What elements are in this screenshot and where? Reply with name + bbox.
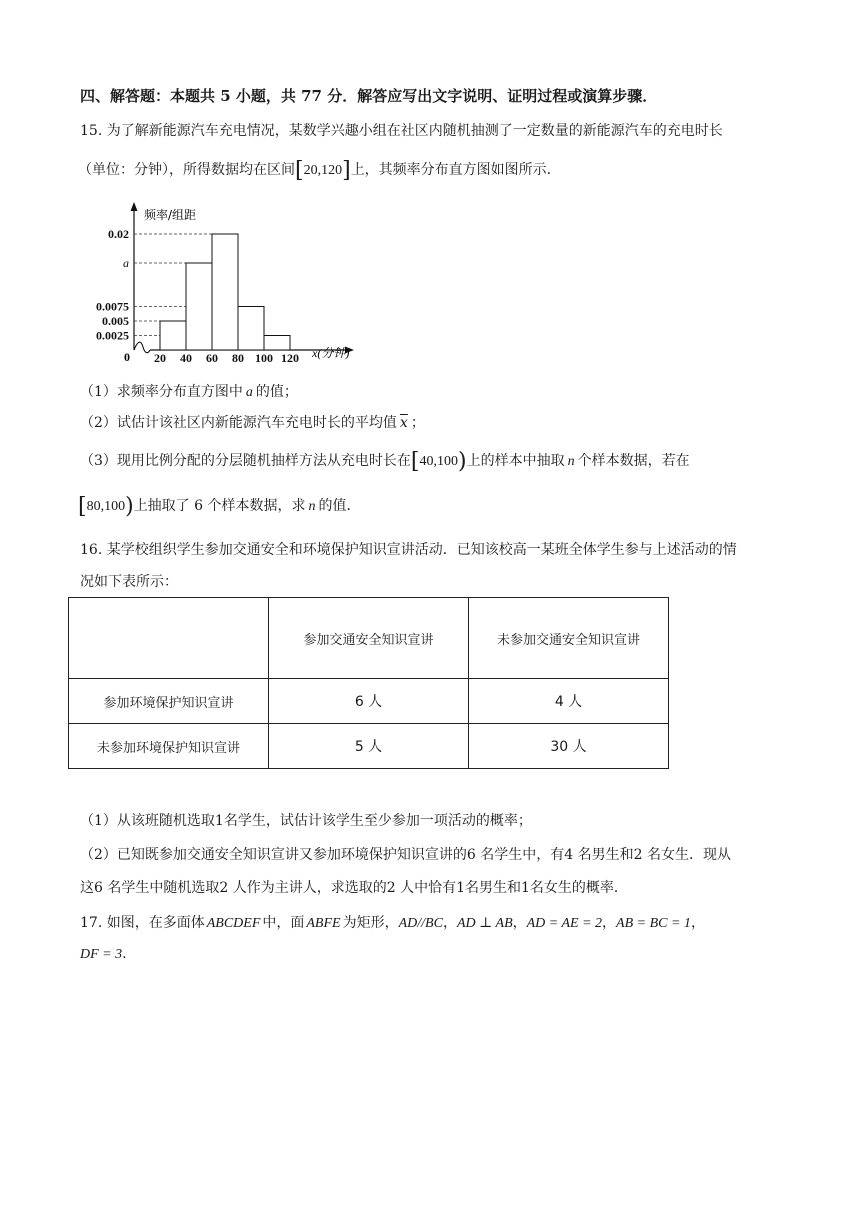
y-tick-label: a xyxy=(123,256,129,270)
table-row xyxy=(69,679,669,724)
q15-sub3-line2 xyxy=(78,496,361,517)
q15-stem-line2 xyxy=(78,160,561,181)
table-col-header: 参加交通安全知识宣讲 xyxy=(269,598,469,679)
q17-condition-perpendicular: AD ⊥ AB xyxy=(456,916,513,931)
table-header-row xyxy=(69,598,669,679)
right-paren-glyph: ) xyxy=(458,449,467,474)
histogram-bar xyxy=(264,336,290,351)
x-axis-title: x(分钟) xyxy=(312,346,350,360)
table-cell: 5 人 xyxy=(269,724,469,769)
q17-sep: ， xyxy=(690,915,705,931)
histogram-bar xyxy=(160,321,186,350)
x-tick-label: 120 xyxy=(281,351,299,365)
q15-sub3-line2-var: n xyxy=(308,499,316,514)
q15-sub3-interval: 40,100 xyxy=(419,454,458,469)
x-tick-label: 80 xyxy=(232,351,244,365)
right-paren-glyph: ) xyxy=(125,494,134,519)
q17-condition-lengths-1: AD = AE = 2 xyxy=(526,916,603,931)
table-cell: 6 人 xyxy=(269,679,469,724)
y-axis-arrow-icon xyxy=(131,202,138,211)
q15-sub3-var: n xyxy=(567,454,575,469)
q15-sub2 xyxy=(80,413,425,433)
q15-sub3-line2-text-a: 上抽取了 6 个样本数据，求 xyxy=(133,498,306,514)
q17-stem-line2 xyxy=(80,944,127,965)
q15-sub3-line2-interval: 80,100 xyxy=(86,499,126,514)
q17-condition-parallel: AD//BC xyxy=(398,916,443,931)
q15-sub3-line2-text-b: 的值． xyxy=(318,498,361,514)
table-row-header: 未参加环境保护知识宣讲 xyxy=(69,724,269,769)
q15-sub2-var: $\overline{x}$ xyxy=(399,415,408,431)
q16-sub2-line2: 这6 名学生中随机选取2 人作为主讲人，求选取的2 人中恰有1名男生和1名女生的概率． xyxy=(80,880,628,896)
q15-sub2-text-a: （2）试估计该社区内新能源汽车充电时长的平均值 xyxy=(80,415,397,431)
x-tick-label: 100 xyxy=(255,351,273,365)
q17-sep: ， xyxy=(602,915,617,931)
y-tick-label: 0.02 xyxy=(108,227,129,241)
activity-participation-table xyxy=(68,597,669,769)
q17-condition-lengths-2: AB = BC = 1 xyxy=(616,916,691,931)
table-col-header: 未参加交通安全知识宣讲 xyxy=(469,598,669,679)
q16-sub2-line1: （2）已知既参加交通安全知识宣讲又参加环境保护知识宣讲的6 名学生中，有4 名男生和2 名女生．现从 xyxy=(80,847,731,863)
table-row-header: 参加环境保护知识宣讲 xyxy=(69,679,269,724)
histogram-bar xyxy=(212,234,238,350)
y-tick-label: 0.005 xyxy=(102,314,129,328)
q17-text-a: 17. 如图，在多面体 xyxy=(80,915,205,931)
x-tick-label: 40 xyxy=(180,351,192,365)
y-tick-label: 0.0075 xyxy=(96,299,129,314)
q17-sep: ， xyxy=(512,915,527,931)
q17-condition-df: DF = 3 xyxy=(80,947,123,962)
q17-solid-name: ABCDEF xyxy=(206,916,261,931)
x-tick-label: 60 xyxy=(206,351,218,365)
origin-label: 0 xyxy=(124,350,130,364)
section-heading: 四、解答题：本题共 5 小题，共 77 分．解答应写出文字说明、证明过程或演算步骤． xyxy=(80,87,658,105)
q15-interval: 20,120 xyxy=(303,163,343,178)
histogram-bar xyxy=(238,307,264,351)
q15-sub1-var: a xyxy=(245,385,253,400)
frequency-histogram xyxy=(88,200,378,365)
q15-sub3-text-b: 上的样本中抽取 xyxy=(466,453,565,469)
table-corner-cell xyxy=(69,598,269,679)
q15-sub3-line1 xyxy=(80,451,690,472)
q15-stem-line1: 15. 为了解新能源汽车充电情况，某数学兴趣小组在社区内随机抽测了一定数量的新能源汽车的充电时长 xyxy=(80,123,723,139)
q16-stem-line2: 况如下表所示： xyxy=(80,574,178,590)
y-axis-title: 频率/组距 xyxy=(144,208,197,222)
q16-sub1: （1）从该班随机选取1名学生，试估计该学生至少参加一项活动的概率； xyxy=(80,813,532,829)
q17-face-name: ABFE xyxy=(306,916,341,931)
q15-sub3-text-c: 个样本数据，若在 xyxy=(577,453,690,469)
table-row xyxy=(69,724,669,769)
y-tick-label: 0.0025 xyxy=(96,328,129,343)
x-tick-label: 20 xyxy=(154,351,166,365)
q15-line2-text-b: 上，其频率分布直方图如图所示． xyxy=(350,162,561,178)
histogram-bar xyxy=(186,263,212,350)
q17-stem-line1 xyxy=(80,913,705,934)
table-cell: 4 人 xyxy=(469,679,669,724)
right-bracket-glyph: ] xyxy=(342,158,351,183)
q15-sub1-text-b: 的值； xyxy=(255,384,298,400)
left-bracket-glyph: [ xyxy=(410,449,420,474)
q17-line2-end: . xyxy=(122,946,127,962)
q15-sub3-text-a: （3）现用比例分配的分层随机抽样方法从充电时长在 xyxy=(80,453,411,469)
q15-sub2-text-b: ； xyxy=(410,415,425,431)
left-bracket-glyph: [ xyxy=(295,158,304,183)
left-bracket-glyph: [ xyxy=(78,494,87,519)
q16-stem-line1: 16. 某学校组织学生参加交通安全和环境保护知识宣讲活动．已知该校高一某班全体学生参与上述活动的情 xyxy=(80,542,737,558)
q15-sub1-text-a: （1）求频率分布直方图中 xyxy=(80,384,243,400)
x-axis-break-icon xyxy=(134,342,150,353)
q17-text-c: 为矩形， xyxy=(342,915,399,931)
q15-sub1 xyxy=(80,382,298,403)
q15-line2-text-a: （单位：分钟），所得数据均在区间 xyxy=(78,162,295,178)
table-cell: 30 人 xyxy=(469,724,669,769)
q17-text-b: 中，面 xyxy=(262,915,305,931)
q17-sep: ， xyxy=(442,915,457,931)
